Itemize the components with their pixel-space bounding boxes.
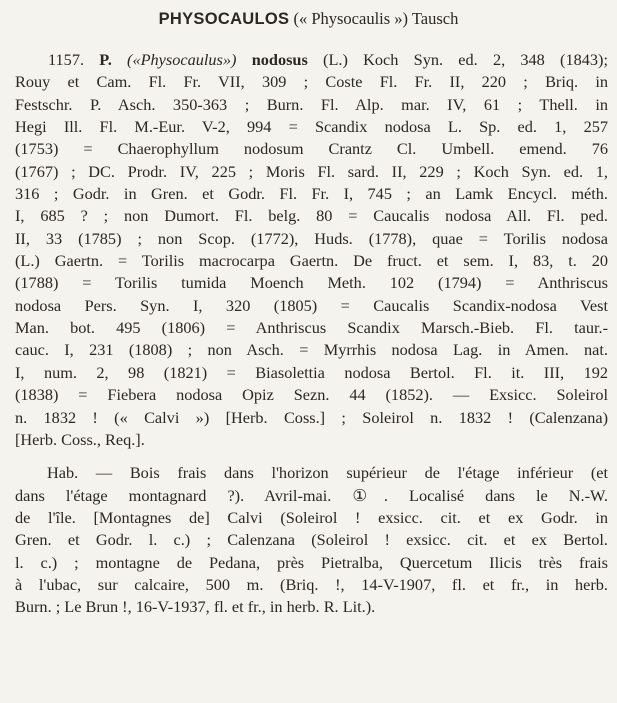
synonymy-line: I, 685 ? ; non Dumort. Fl. belg. 80 = Caucalis nodosa All. Fl. ped.: [15, 206, 608, 226]
habitat-line: Hab. — Bois frais dans l'horizon supérieur de l'étage inférieur (et: [47, 463, 608, 483]
synonymy-line: I, num. 2, 98 (1821) = Biasolettia nodosa Bertol. Fl. it. III, 192: [15, 362, 608, 382]
synonymy-line: (1838) = Fiebera nodosa Opiz Sezn. 44 (1852). — Exsicc. Soleirol: [15, 385, 608, 405]
synonymy-line: cauc. I, 231 (1808) ; non Asch. = Myrrhis nodosa Lag. in Amen. nat.: [15, 340, 608, 360]
habitat-line: Gren. et Godr. l. c.) ; Calenzana (Soleirol ! exsicc. cit. et ex Bertol.: [15, 530, 608, 550]
species-alt-spelling: («Physocaulus»): [127, 50, 237, 69]
synonymy-line: (1767) ; DC. Prodr. IV, 225 ; Moris Fl. sard. II, 229 ; Koch Syn. ed. 1,: [15, 161, 608, 181]
genus-heading: [0, 8, 617, 30]
synonymy-line: [Herb. Coss., Req.].: [15, 429, 145, 449]
species-abbr: P.: [99, 50, 112, 69]
habitat-line: l. c.) ; montagne de Pedana, près Pietralba, Quercetum Ilicis très frais: [15, 552, 608, 572]
synonymy-line: Man. bot. 495 (1806) = Anthriscus Scandix Marsch.-Bieb. Fl. taur.-: [15, 318, 608, 338]
entry-body: [15, 49, 608, 619]
species-number: 1157.: [48, 50, 85, 69]
synonymy-line: II, 33 (1785) ; non Scop. (1772), Huds. (1778), quae = Torilis nodosa: [15, 228, 608, 248]
species-epithet: nodosus: [251, 50, 308, 69]
synonymy-line: (1753) = Chaerophyllum nodosum Crantz Cl. Umbell. emend. 76: [15, 139, 608, 159]
genus-variant: (« Physocaulis ») Tausch: [293, 9, 459, 28]
habitat-line: Burn. ; Le Brun !, 16-V-1937, fl. et fr., in herb. R. Lit.).: [15, 597, 376, 617]
genus-name: PHYSOCAULOS: [158, 10, 290, 28]
habitat-line: dans l'étage montagnard ?). Avril-mai. ①. Localisé dans le N.-W.: [15, 485, 608, 505]
synonymy-line: nodosa Pers. Syn. I, 320 (1805) = Caucalis Scandix-nodosa Vest: [15, 295, 608, 315]
synonymy-line: 316 ; Godr. in Gren. et Godr. Fl. Fr. I, 745 ; an Lamk Encycl. méth.: [15, 184, 608, 204]
synonymy-line: Rouy et Cam. Fl. Fr. VII, 309 ; Coste Fl. Fr. II, 220 ; Briq. in: [15, 72, 608, 92]
synonymy-line: (L.) Gaertn. = Torilis macrocarpa Gaertn. De fruct. et sem. I, 83, t. 20: [15, 251, 608, 271]
synonymy-line: (1788) = Torilis tumida Moench Meth. 102 (1794) = Anthriscus: [15, 273, 608, 293]
synonymy-line: (L.) Koch Syn. ed. 2, 348 (1843);: [323, 50, 608, 69]
habitat-line: à l'ubac, sur calcaire, 500 m. (Briq. !, 14-V-1907, fl. et fr., in herb.: [15, 574, 608, 594]
habitat-line: de l'île. [Montagnes de] Calvi (Soleirol ! exsicc. cit. et ex Godr. in: [15, 507, 608, 527]
synonymy-line: Hegi Ill. Fl. M.-Eur. V-2, 994 = Scandix nodosa L. Sp. ed. 1, 257: [15, 117, 608, 137]
synonymy-line: Festschr. P. Asch. 350-363 ; Burn. Fl. Alp. mar. IV, 61 ; Thell. in: [15, 94, 608, 114]
entry-first-line: [15, 49, 608, 71]
synonymy-line: n. 1832 ! (« Calvi ») [Herb. Coss.] ; Soleirol n. 1832 ! (Calenzana): [15, 407, 608, 427]
